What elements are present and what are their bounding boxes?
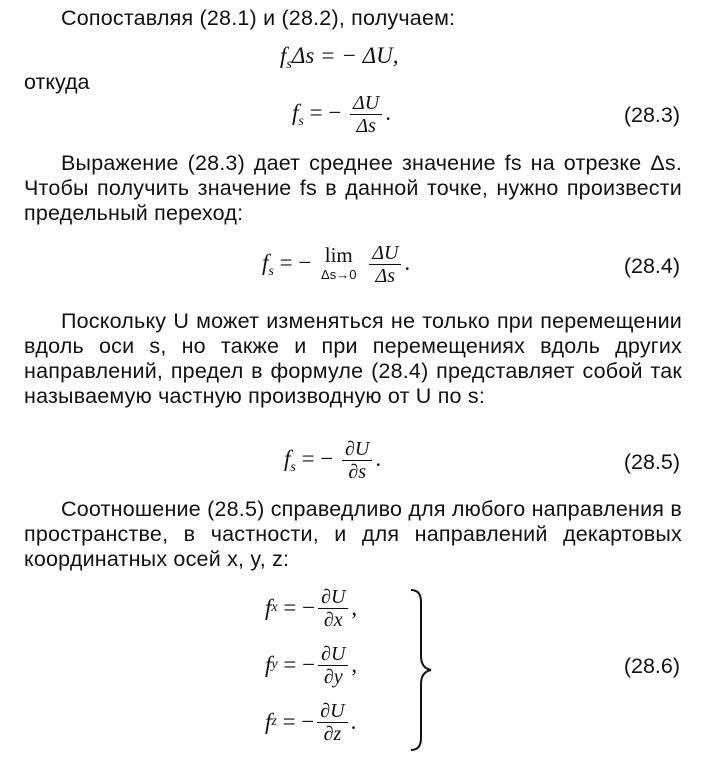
- eq-sign: = −: [283, 595, 316, 620]
- equation-fy: [265, 640, 357, 690]
- fraction: [317, 700, 347, 745]
- fraction: [318, 586, 348, 631]
- equation-fx: [265, 583, 357, 633]
- eq-tail: .: [375, 445, 382, 471]
- equation-number-28-5: (28.5): [623, 450, 680, 474]
- fraction-numerator: ∂U: [318, 586, 348, 609]
- eq-f: f: [280, 43, 287, 68]
- fraction-denominator: Δs: [356, 115, 376, 137]
- eq-sub: s: [268, 263, 274, 279]
- equation-number-28-6: (28.6): [623, 654, 680, 678]
- eq-lhs: f: [265, 652, 272, 677]
- eq-sub: x: [271, 600, 278, 615]
- fraction: [318, 643, 348, 688]
- lim-subscript: Δs→0: [321, 266, 357, 282]
- eq-tail: ,: [351, 595, 358, 620]
- eq-lhs: f: [265, 595, 272, 620]
- eq-sub: s: [298, 113, 304, 129]
- eq-sub: s: [290, 459, 296, 475]
- eq-tail: .: [404, 249, 411, 275]
- right-brace: [405, 588, 435, 753]
- eq-tail: .: [350, 709, 357, 734]
- paragraph-partial-derivative: Поскольку U может изменяться не только при перемещении вдоль оси s, но также и при перемещениях вдоль других направлений, предел в формуле (28.4) представляет собой так называемую частную производную от U по s:: [24, 309, 682, 408]
- eq-lhs: f: [262, 249, 269, 275]
- fraction-denominator: Δs: [375, 265, 396, 287]
- paragraph-cartesian: Соотношение (28.5) справедливо для любого направления в пространстве, в частности, и для направлений декартовых координатных осей x, y, z:: [24, 497, 682, 571]
- paragraph-average-value: Выражение (28.3) дает среднее значение fs на отрезке Δs. Чтобы получить значение fs в данной точке, нужно произвести предельный переход:: [24, 151, 682, 225]
- word-otkuda: откуда: [24, 70, 90, 94]
- equation-28-5: [284, 438, 381, 483]
- fraction-denominator: ∂s: [348, 461, 367, 483]
- eq-sub: s: [286, 57, 292, 72]
- limit-operator: [321, 242, 357, 285]
- eq-lhs: f: [292, 99, 299, 125]
- equation-work-energy: [280, 43, 398, 73]
- fraction-numerator: ΔU: [350, 92, 382, 115]
- fraction: [350, 92, 382, 137]
- fraction-denominator: ∂z: [323, 722, 342, 745]
- fraction: [369, 242, 401, 287]
- fraction-numerator: ∂U: [317, 700, 347, 723]
- equation-number-28-3: (28.3): [623, 103, 680, 127]
- eq-lhs: f: [284, 445, 291, 471]
- fraction-denominator: ∂y: [323, 665, 343, 688]
- eq-sub: y: [271, 657, 278, 672]
- eq-lhs: f: [265, 709, 272, 734]
- eq-sign: = −: [279, 249, 312, 275]
- fraction-numerator: ∂U: [318, 643, 348, 666]
- equation-28-4: [262, 242, 410, 287]
- eq-tail: .: [385, 99, 391, 125]
- fraction: [342, 438, 372, 483]
- eq-sign: = −: [282, 709, 315, 734]
- paragraph-intro: Сопоставляя (28.1) и (28.2), получаем:: [61, 6, 456, 30]
- eq-sign: = −: [309, 99, 342, 125]
- equation-28-3: [292, 92, 391, 137]
- eq-tail: ,: [351, 652, 358, 677]
- eq-sign: = −: [301, 445, 334, 471]
- equation-fz: [265, 697, 356, 747]
- eq-sign: = −: [283, 652, 316, 677]
- equation-number-28-4: (28.4): [623, 254, 680, 278]
- fraction-numerator: ΔU: [369, 242, 401, 265]
- fraction-denominator: ∂x: [323, 608, 343, 631]
- lim-label: lim: [324, 242, 353, 267]
- fraction-numerator: ∂U: [342, 438, 372, 461]
- eq-rest: Δs = − ΔU,: [291, 43, 399, 68]
- eq-sub: z: [271, 714, 277, 729]
